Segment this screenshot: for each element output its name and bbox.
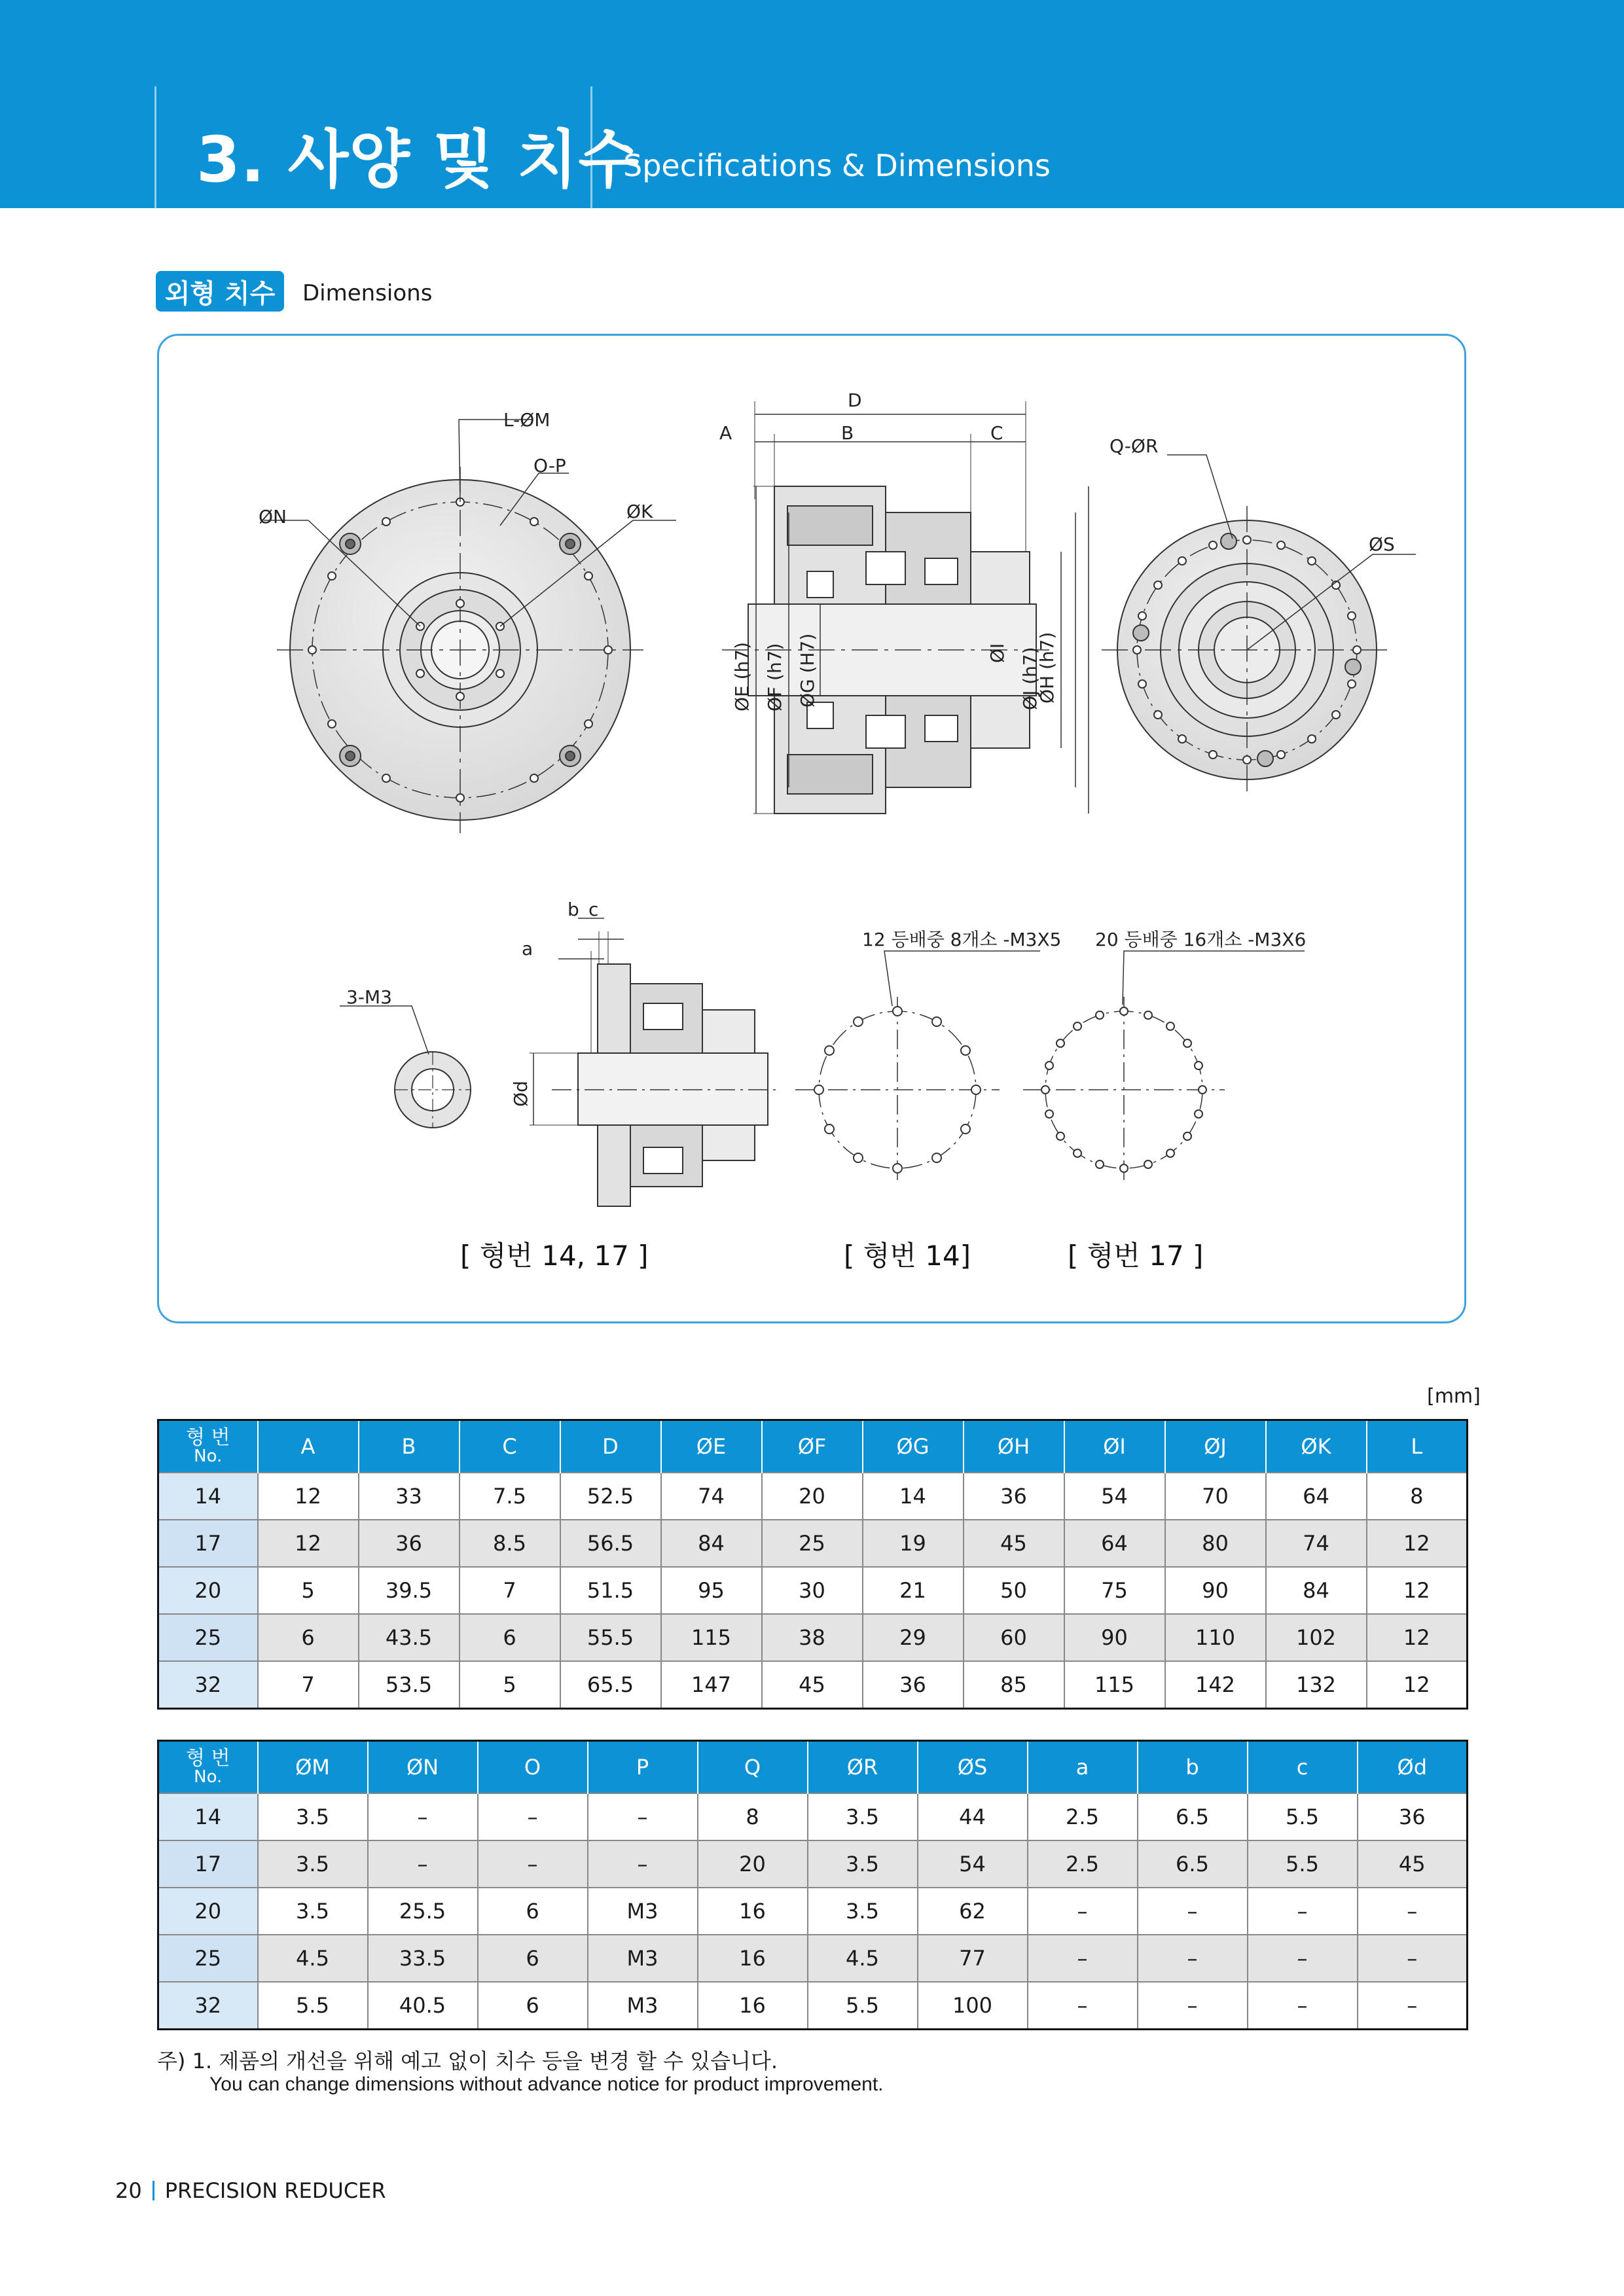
table-cell: 55.5 [560,1614,661,1661]
table-cell: 54 [918,1840,1028,1888]
table-cell: 3.5 [808,1793,918,1840]
caption-14-17: [ 형번 14, 17 ] [460,1240,649,1272]
table-cell: 25 [762,1520,863,1567]
rear-view [1102,455,1416,794]
label-h: ØH (h7) [1036,632,1058,704]
col-header: ØF [762,1420,863,1473]
table-cell: 54 [1064,1473,1165,1520]
table-cell: 12 [1367,1614,1468,1661]
label-g: ØG (H7) [797,633,818,708]
table-cell: 21 [863,1567,964,1614]
table-cell: M3 [588,1888,698,1935]
table-cell: 90 [1064,1614,1165,1661]
table-cell: 7.5 [460,1473,560,1520]
table-cell: 51.5 [560,1567,661,1614]
label-f: ØF (h7) [764,643,785,711]
col-header: Q [698,1741,808,1794]
col-header: ØR [808,1741,918,1794]
table-cell: – [1248,1935,1358,1982]
table-cell: 142 [1165,1661,1266,1709]
table-cell: 36 [863,1661,964,1709]
col-header: C [460,1420,560,1473]
col-header: Ød [1358,1741,1468,1794]
table-cell: 14 [863,1473,964,1520]
table-cell: 12 [1367,1661,1468,1709]
table-header-row [158,1420,1468,1473]
section-badge: 외형 치수 [156,271,284,312]
hole-pattern-17 [1023,951,1305,1183]
table-cell: 56.5 [560,1520,661,1567]
label-i: ØI [986,643,1008,663]
col-header: L [1367,1420,1468,1473]
table-cell: – [478,1793,588,1840]
table-cell: 4.5 [808,1935,918,1982]
table-cell: – [368,1840,478,1888]
label-e: ØE (h7) [731,641,753,711]
table-cell: 6 [460,1614,560,1661]
label-k: ØK [626,501,653,522]
label-o-p: O-P [533,455,566,476]
table-cell: – [368,1793,478,1840]
table-cell: 45 [964,1520,1064,1567]
col-header: O [478,1741,588,1794]
header-divider [154,86,156,208]
table-cell: 30 [762,1567,863,1614]
col-header: c [1248,1741,1358,1794]
table-row [158,1982,1468,2030]
footer-divider [153,2181,154,2200]
model-number-cell: 20 [158,1888,258,1935]
label-d: D [848,389,862,411]
table-cell: 132 [1266,1661,1367,1709]
table-row [158,1935,1468,1982]
table-cell: – [588,1793,698,1840]
table-cell: 84 [1266,1567,1367,1614]
table-row [158,1567,1468,1614]
table-cell: 8 [698,1793,808,1840]
table-cell: 5.5 [258,1982,368,2030]
model-number-cell: 25 [158,1614,258,1661]
table-cell: 44 [918,1793,1028,1840]
table-cell: 8.5 [460,1520,560,1567]
table-cell: 5.5 [1248,1793,1358,1840]
table-cell: 64 [1064,1520,1165,1567]
section-title: Dimensions [302,280,433,306]
table-cell: 3.5 [258,1840,368,1888]
table-cell: 80 [1165,1520,1266,1567]
table-cell: 6 [478,1935,588,1982]
table-cell: 3.5 [258,1888,368,1935]
table-cell: 65.5 [560,1661,661,1709]
col-header-no-en: No. [194,1767,223,1787]
col-header: ØG [863,1420,964,1473]
table-row [158,1793,1468,1840]
table-cell: 74 [1266,1520,1367,1567]
table-cell: 95 [661,1567,762,1614]
front-view [264,420,676,833]
table-cell: – [1358,1982,1468,2030]
table-cell: 90 [1165,1567,1266,1614]
table-cell: 115 [661,1614,762,1661]
table-cell: 85 [964,1661,1064,1709]
col-header: ØS [918,1741,1028,1794]
table-cell: 33.5 [368,1935,478,1982]
label-n: ØN [259,506,287,528]
table-cell: M3 [588,1982,698,2030]
table-cell: 45 [1358,1840,1468,1888]
table-cell: 3.5 [258,1793,368,1840]
page-title: 3. 사양 및 치수 [196,123,640,196]
table-cell: 6 [478,1982,588,2030]
table-cell: 38 [762,1614,863,1661]
model-number-cell: 20 [158,1567,258,1614]
table-cell: 45 [762,1661,863,1709]
table-cell: 53.5 [359,1661,460,1709]
col-header-no [158,1420,258,1473]
table-cell: 64 [1266,1473,1367,1520]
side-section-view [722,401,1089,814]
label-small-a: a [522,938,533,960]
col-header: ØE [661,1420,762,1473]
col-header: ØI [1064,1420,1165,1473]
label-c: C [990,422,1003,444]
table-cell: 29 [863,1614,964,1661]
col-header: ØH [964,1420,1064,1473]
col-header: ØK [1266,1420,1367,1473]
small-side-section [530,918,781,1206]
label-3-m3: 3-M3 [346,986,392,1008]
label-small-d: Ød [510,1081,532,1107]
caption-17: [ 형번 17 ] [1068,1240,1204,1272]
table-cell: 39.5 [359,1567,460,1614]
table-cell: – [478,1840,588,1888]
dimension-drawing-frame [157,334,1466,1323]
col-header: P [588,1741,698,1794]
table-cell: 70 [1165,1473,1266,1520]
table-cell: 60 [964,1614,1064,1661]
table-cell: 12 [1367,1567,1468,1614]
col-header-no [158,1741,258,1794]
spec-table-1 [157,1419,1468,1710]
col-header-no-kr: 형 번 [186,1746,230,1770]
table-cell: 100 [918,1982,1028,2030]
table-cell: 50 [964,1567,1064,1614]
label-q-r: Q-ØR [1110,435,1159,457]
table-cell: 12 [258,1520,359,1567]
col-header: ØN [368,1741,478,1794]
table-cell: – [1138,1935,1248,1982]
table-cell: 36 [964,1473,1064,1520]
model-number-cell: 17 [158,1520,258,1567]
table-cell: 3.5 [808,1888,918,1935]
table-cell: 12 [258,1473,359,1520]
table-cell: – [1138,1982,1248,2030]
label-holes-17: 20 등배중 16개소 -M3X6 [1095,929,1307,950]
table-cell: 115 [1064,1661,1165,1709]
table-cell: 7 [460,1567,560,1614]
table-cell: 2.5 [1028,1840,1138,1888]
table-cell: 6 [258,1614,359,1661]
table-cell: – [1028,1982,1138,2030]
spec-table-2 [157,1740,1468,2030]
unit-label: [mm] [1427,1385,1481,1408]
col-header: A [258,1420,359,1473]
col-header: b [1138,1741,1248,1794]
table-cell: 5 [460,1661,560,1709]
table-row [158,1888,1468,1935]
table-cell: 16 [698,1982,808,2030]
table-row [158,1840,1468,1888]
table-cell: 102 [1266,1614,1367,1661]
col-header-no-en: No. [194,1446,223,1467]
caption-14: [ 형번 14] [844,1240,971,1272]
header-band [0,0,1624,208]
table-cell: – [1028,1935,1138,1982]
model-number-cell: 32 [158,1661,258,1709]
table-cell: M3 [588,1935,698,1982]
table-cell: 6 [478,1888,588,1935]
table-cell: 33 [359,1473,460,1520]
label-holes-14: 12 등배중 8개소 -M3X5 [862,929,1062,950]
table-cell: 19 [863,1520,964,1567]
table-cell: – [1358,1888,1468,1935]
label-l-m: L-ØM [503,409,550,431]
page-number: 20 [115,2178,142,2203]
footer [115,2178,386,2203]
col-header: ØJ [1165,1420,1266,1473]
table-row [158,1614,1468,1661]
hole-pattern-14 [795,951,1040,1183]
note-kr: 주) 1. 제품의 개선을 위해 예고 없이 치수 등을 변경 할 수 있습니다. [157,2049,778,2073]
col-header: ØM [258,1741,368,1794]
col-header: a [1028,1741,1138,1794]
table-cell: 5 [258,1567,359,1614]
label-small-c: c [588,899,599,920]
table-cell: 3.5 [808,1840,918,1888]
col-header-no-kr: 형 번 [186,1426,230,1449]
table-cell: 2.5 [1028,1793,1138,1840]
label-s: ØS [1369,533,1395,555]
model-number-cell: 14 [158,1473,258,1520]
label-b: B [841,422,854,444]
table-cell: – [1028,1888,1138,1935]
table-cell: 8 [1367,1473,1468,1520]
table-cell: 75 [1064,1567,1165,1614]
table-row [158,1473,1468,1520]
table-cell: 6.5 [1138,1840,1248,1888]
table-cell: – [1358,1935,1468,1982]
table-cell: 40.5 [368,1982,478,2030]
table-cell: 5.5 [808,1982,918,2030]
table-cell: 84 [661,1520,762,1567]
model-number-cell: 14 [158,1793,258,1840]
table-cell: – [1138,1888,1248,1935]
col-header: B [359,1420,460,1473]
label-small-b: b [568,899,579,920]
table-row [158,1661,1468,1709]
table-cell: 20 [762,1473,863,1520]
table-cell: 43.5 [359,1614,460,1661]
footer-text: PRECISION REDUCER [164,2178,386,2203]
table-cell: 36 [359,1520,460,1567]
table-cell: 6.5 [1138,1793,1248,1840]
table-cell: 25.5 [368,1888,478,1935]
table-cell: 74 [661,1473,762,1520]
model-number-cell: 25 [158,1935,258,1982]
table-cell: – [1248,1888,1358,1935]
table-cell: 20 [698,1840,808,1888]
label-a: A [719,422,732,444]
col-header: D [560,1420,661,1473]
table-cell: – [1248,1982,1358,2030]
table-cell: 4.5 [258,1935,368,1982]
table-cell: 147 [661,1661,762,1709]
table-header-row [158,1741,1468,1794]
table-cell: 110 [1165,1614,1266,1661]
page-subtitle: Specifications & Dimensions [623,148,1051,183]
table-row [158,1520,1468,1567]
model-number-cell: 32 [158,1982,258,2030]
model-number-cell: 17 [158,1840,258,1888]
shaft-end-view [340,1006,471,1128]
table-cell: 7 [258,1661,359,1709]
note-en: You can change dimensions without advance notice for product improvement. [209,2073,884,2095]
table-cell: 36 [1358,1793,1468,1840]
table-cell: – [588,1840,698,1888]
dimension-drawing [159,336,1468,1325]
table-cell: 62 [918,1888,1028,1935]
label-j: ØJ (h7) [1019,647,1041,710]
table-cell: 16 [698,1935,808,1982]
table-cell: 5.5 [1248,1840,1358,1888]
table-cell: 52.5 [560,1473,661,1520]
table-cell: 12 [1367,1520,1468,1567]
table-cell: 77 [918,1935,1028,1982]
table-cell: 16 [698,1888,808,1935]
